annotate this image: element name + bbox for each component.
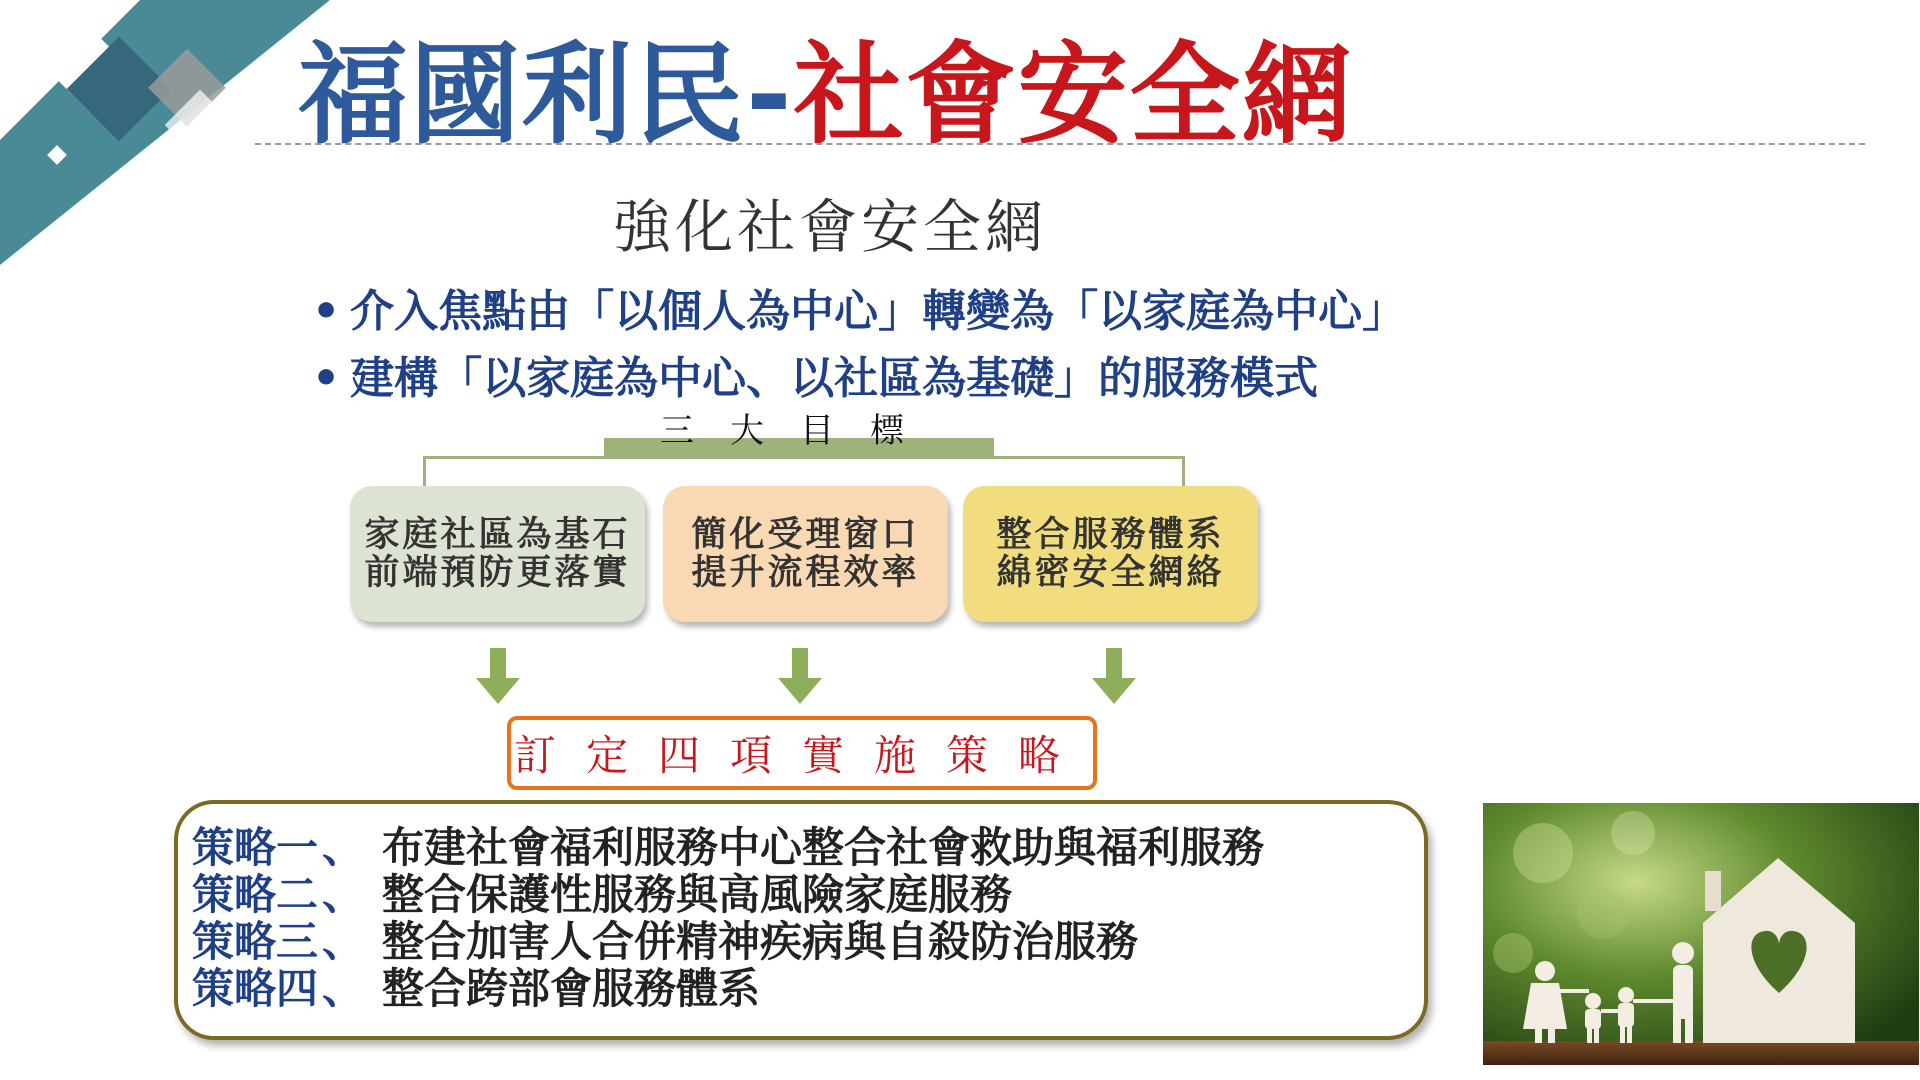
strategy-text: 布建社會福利服務中心整合社會救助與福利服務 — [382, 823, 1265, 872]
strategy-label: 策略四 — [192, 964, 319, 1013]
strategy-separator: 、 — [322, 823, 365, 872]
bullet-dot: • — [312, 353, 341, 404]
family-house-photo — [1483, 803, 1919, 1065]
down-arrow-icon — [778, 648, 822, 704]
strategy-item — [192, 918, 1138, 965]
slide-title — [298, 30, 1354, 160]
goals-title: 三大目標 — [660, 411, 940, 451]
strategy-text: 整合跨部會服務體系 — [382, 964, 761, 1013]
strategy-label: 策略二 — [192, 870, 319, 919]
strategy-label: 策略一 — [192, 823, 319, 872]
strategy-label: 策略三 — [192, 917, 319, 966]
down-arrow-icon — [476, 648, 520, 704]
strategy-item — [192, 871, 1012, 918]
goal-box — [663, 486, 948, 622]
goal-line: 簡化受理窗口 — [691, 515, 920, 555]
goals-bracket — [423, 456, 1185, 487]
strategy-text: 整合保護性服務與高風險家庭服務 — [382, 870, 1013, 919]
goal-line: 綿密安全網絡 — [996, 553, 1225, 593]
title-part-blue: 福國利民- — [298, 31, 794, 159]
goal-box — [350, 486, 645, 622]
bullet-text: 介入焦點由「以個人為中心」轉變為「以家庭為中心」 — [350, 286, 1407, 337]
strategy-item — [192, 824, 1264, 871]
section-subtitle: 強化社會安全網 — [612, 193, 1047, 261]
bullet-dot: • — [312, 286, 341, 337]
strategy-item — [192, 965, 760, 1012]
down-arrow-icon — [1092, 648, 1136, 704]
title-divider — [255, 143, 1865, 145]
goal-line: 整合服務體系 — [996, 515, 1225, 555]
strategy-separator: 、 — [322, 964, 365, 1013]
goal-box — [963, 486, 1258, 622]
goal-line: 提升流程效率 — [691, 553, 920, 593]
title-part-red: 社會安全網 — [793, 31, 1354, 159]
bullet-item — [312, 342, 1318, 406]
strategy-separator: 、 — [322, 917, 365, 966]
goal-line: 家庭社區為基石 — [364, 515, 631, 555]
strategy-separator: 、 — [322, 870, 365, 919]
bullet-item — [312, 275, 1406, 339]
goal-line: 前端預防更落實 — [364, 553, 631, 593]
bullet-text: 建構「以家庭為中心、以社區為基礎」的服務模式 — [350, 353, 1319, 404]
strategy-heading: 訂定四項實施策略 — [507, 716, 1097, 790]
strategy-text: 整合加害人合併精神疾病與自殺防治服務 — [382, 917, 1139, 966]
